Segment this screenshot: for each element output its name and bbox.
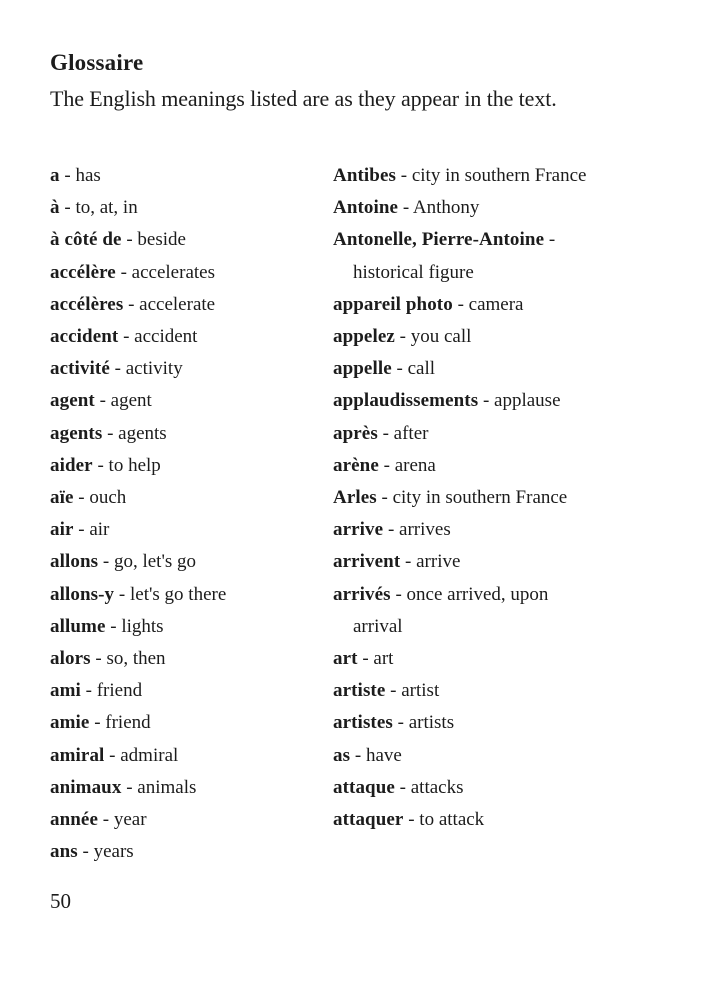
entry-term: attaque <box>333 776 395 798</box>
glossary-left-column <box>50 160 333 868</box>
glossary-entry <box>50 707 333 739</box>
glossary-entry <box>333 804 591 836</box>
entry-definition: go, let's go <box>113 551 197 573</box>
glossary-entry <box>50 579 333 611</box>
entry-separator: - <box>104 744 121 766</box>
entry-term: arène <box>333 454 379 476</box>
entry-separator: - <box>102 422 119 444</box>
glossary-entry <box>333 740 591 772</box>
glossary-entry <box>333 514 591 546</box>
entry-separator: - <box>377 422 394 444</box>
entry-term: après <box>333 422 378 444</box>
glossary-entry <box>50 418 333 450</box>
entry-definition: friend <box>105 712 151 734</box>
entry-separator: - <box>98 809 114 831</box>
entry-definition: to, at, in <box>75 197 138 219</box>
entry-definition: accelerates <box>131 261 215 283</box>
entry-separator: - <box>73 487 90 509</box>
entry-separator: - <box>89 712 106 734</box>
entry-separator: - <box>114 583 130 605</box>
entry-separator: - <box>385 680 402 702</box>
entry-separator: - <box>118 326 135 348</box>
entry-definition: animals <box>137 776 197 798</box>
entry-definition: year <box>113 809 147 831</box>
glossary-entry <box>333 385 591 417</box>
page-number: 50 <box>50 889 71 913</box>
glossary-entry <box>50 482 333 514</box>
entry-definition: arrive <box>416 551 461 573</box>
entry-separator: - <box>115 261 132 283</box>
entry-definition: accident <box>134 326 198 348</box>
entry-term: allons-y <box>50 583 115 605</box>
entry-term: Arles <box>333 487 377 509</box>
entry-term: accident <box>50 326 119 348</box>
entry-term: allons <box>50 551 99 573</box>
entry-separator: - <box>394 326 411 348</box>
glossary-entry <box>50 836 333 868</box>
entry-separator: - <box>396 165 412 186</box>
glossary-entry <box>333 160 591 192</box>
entry-term: activité <box>50 358 110 380</box>
entry-definition: beside <box>137 229 186 251</box>
entry-term: as <box>333 744 351 766</box>
entry-term: ami <box>50 680 81 702</box>
glossary-entry <box>333 289 591 321</box>
glossary-entry <box>50 546 333 578</box>
entry-term: aider <box>50 454 93 476</box>
entry-definition: artist <box>401 680 440 702</box>
glossary-entry <box>50 385 333 417</box>
glossary-entry <box>50 740 333 772</box>
entry-term: à <box>50 197 60 219</box>
glossary-entry <box>50 321 333 353</box>
entry-term: aïe <box>50 487 74 509</box>
entry-separator: - <box>80 680 97 702</box>
entry-definition: friend <box>96 680 143 702</box>
entry-separator: - <box>392 712 409 734</box>
entry-separator: - <box>452 293 469 315</box>
entry-term: appelle <box>333 358 392 380</box>
glossary-entry <box>50 450 333 482</box>
entry-term: amiral <box>50 744 105 766</box>
glossary-entry <box>50 804 333 836</box>
glossary-entry <box>50 224 333 256</box>
entry-term: allume <box>50 615 106 637</box>
page-title: Glossaire <box>50 50 144 75</box>
entry-term: applaudissements <box>333 390 479 412</box>
entry-separator: - <box>98 551 114 573</box>
entry-definition: let's go there <box>129 583 227 605</box>
entry-separator: - <box>73 519 90 541</box>
entry-definition: air <box>89 519 110 541</box>
entry-definition: years <box>93 841 134 863</box>
glossary-entry <box>50 192 333 224</box>
entry-definition: applause <box>494 390 561 412</box>
glossary-entry <box>333 224 591 288</box>
entry-term: arrivent <box>333 551 401 573</box>
entry-definition: historical figure <box>353 261 474 283</box>
entry-definition: have <box>365 744 402 766</box>
entry-separator: - <box>390 583 407 605</box>
entry-term: art <box>333 648 358 670</box>
entry-definition: so, then <box>106 648 166 670</box>
glossary-entry <box>333 772 591 804</box>
entry-definition: city in southern France <box>392 487 568 509</box>
glossary-columns <box>50 160 660 868</box>
entry-separator: - <box>398 197 413 219</box>
entry-term: Antoine <box>333 197 399 219</box>
entry-definition: ouch <box>89 487 127 509</box>
entry-definition: after <box>393 422 429 444</box>
entry-separator: - <box>59 197 76 219</box>
entry-term: année <box>50 809 98 831</box>
entry-definition: to attack <box>419 809 485 831</box>
entry-definition: attacks <box>410 776 464 798</box>
entry-definition: city in southern France <box>411 165 587 186</box>
entry-separator: - <box>357 648 374 670</box>
entry-term: Antibes <box>333 165 396 186</box>
entry-separator: - <box>109 358 126 380</box>
entry-term: agent <box>50 390 95 412</box>
entry-term: appareil photo <box>333 293 453 315</box>
entry-term: amie <box>50 712 90 734</box>
entry-definition: has <box>75 165 101 186</box>
glossary-entry <box>50 160 333 192</box>
entry-separator: - <box>90 648 107 670</box>
entry-term: air <box>50 519 74 541</box>
glossary-entry <box>333 192 591 224</box>
entry-definition: admiral <box>120 744 179 766</box>
glossary-entry <box>50 772 333 804</box>
entry-term: a <box>50 165 60 186</box>
glossary-entry <box>333 643 591 675</box>
entry-separator: - <box>400 551 417 573</box>
page-subtitle: The English meanings listed are as they appear in the text. <box>50 86 557 111</box>
entry-separator: - <box>350 744 366 766</box>
entry-separator: - <box>394 776 411 798</box>
entry-term: Antonelle, Pierre-Antoine <box>333 229 545 251</box>
entry-term: à côté de <box>50 229 122 251</box>
entry-definition: arrives <box>399 519 451 541</box>
entry-term: artiste <box>333 680 386 702</box>
entry-separator: - <box>105 615 122 637</box>
entry-separator: - <box>376 487 393 509</box>
glossary-entry <box>50 353 333 385</box>
entry-definition: art <box>373 648 394 670</box>
entry-definition: Anthony <box>412 197 480 219</box>
glossary-right-column <box>333 160 591 868</box>
entry-term: agents <box>50 422 103 444</box>
glossary-entry <box>50 675 333 707</box>
entry-definition: agent <box>110 390 152 412</box>
entry-definition: you call <box>410 326 472 348</box>
glossary-entry <box>333 546 591 578</box>
glossary-entry <box>333 482 591 514</box>
entry-separator: - <box>383 519 400 541</box>
entry-separator: - <box>403 809 420 831</box>
entry-separator: - <box>59 165 76 186</box>
entry-term: alors <box>50 648 91 670</box>
entry-definition: agents <box>118 422 167 444</box>
glossary-entry <box>333 450 591 482</box>
entry-definition: lights <box>121 615 164 637</box>
glossary-entry <box>50 289 333 321</box>
entry-definition: to help <box>108 454 161 476</box>
entry-separator: - <box>77 841 94 863</box>
entry-separator: - <box>92 454 109 476</box>
entry-term: artistes <box>333 712 393 734</box>
entry-separator: - <box>478 390 495 412</box>
entry-definition: artists <box>408 712 455 734</box>
glossary-entry <box>50 643 333 675</box>
entry-separator: - <box>378 454 395 476</box>
entry-definition: arena <box>394 454 436 476</box>
entry-separator: - <box>391 358 408 380</box>
entry-separator: - <box>94 390 111 412</box>
entry-definition: once arrived, upon arrival <box>353 583 549 637</box>
entry-definition: activity <box>125 358 183 380</box>
entry-definition: call <box>407 358 436 380</box>
glossary-entry <box>333 579 591 643</box>
entry-term: accélères <box>50 293 124 315</box>
entry-term: ans <box>50 841 78 863</box>
entry-separator: - <box>123 293 140 315</box>
glossary-entry <box>50 611 333 643</box>
entry-separator: - <box>544 229 556 251</box>
glossary-entry <box>333 707 591 739</box>
entry-separator: - <box>121 776 138 798</box>
entry-term: appelez <box>333 326 395 348</box>
glossary-entry <box>333 675 591 707</box>
entry-term: attaquer <box>333 809 404 831</box>
glossary-entry <box>50 514 333 546</box>
entry-term: accélère <box>50 261 116 283</box>
entry-term: arrivés <box>333 583 391 605</box>
entry-definition: accelerate <box>139 293 216 315</box>
glossary-entry <box>50 257 333 289</box>
glossary-entry <box>333 418 591 450</box>
glossary-entry <box>333 353 591 385</box>
entry-separator: - <box>121 229 138 251</box>
glossary-entry <box>333 321 591 353</box>
entry-definition: camera <box>468 293 524 315</box>
entry-term: animaux <box>50 776 122 798</box>
entry-term: arrive <box>333 519 384 541</box>
